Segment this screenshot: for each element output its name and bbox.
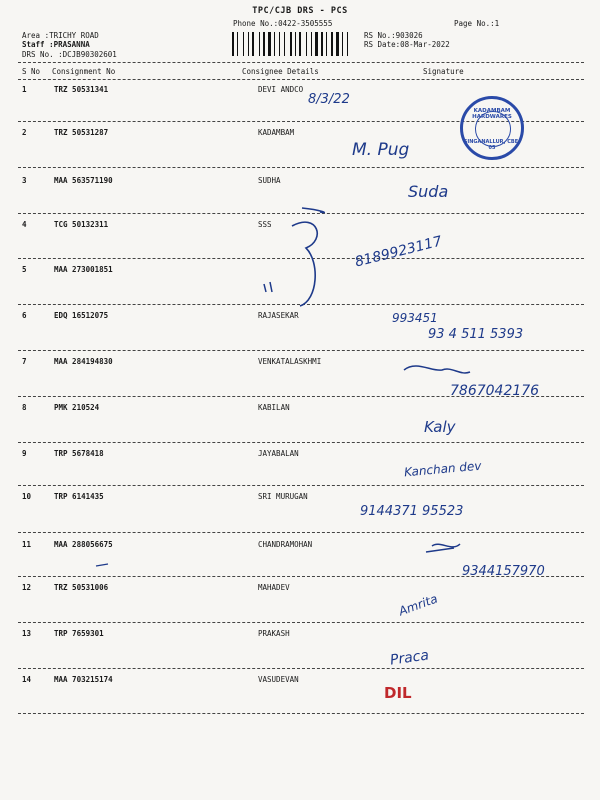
signature-5: 8189923117 <box>353 233 444 271</box>
barcode-bar <box>252 32 254 56</box>
column-rule <box>18 79 584 80</box>
row-consignee: MAHADEV <box>258 583 290 592</box>
signature-9: Kanchan dev <box>403 458 482 480</box>
row-consignee: SRI MURUGAN <box>258 492 308 501</box>
barcode-bar <box>250 32 251 56</box>
barcode-bar <box>293 32 294 56</box>
barcode-bar <box>344 32 346 56</box>
drs-number: DRS No. :DCJB90302601 <box>22 50 117 59</box>
row-sno: 8 <box>22 403 27 412</box>
row-consignment-no: TRP 6141435 <box>54 492 104 501</box>
stamp-bottom-text: SINGANALLUR, CBE-05 <box>463 139 521 151</box>
col-sno: S No <box>22 67 41 76</box>
signature-13: Praca <box>389 647 430 669</box>
signature-8: Kaly <box>424 418 456 436</box>
row-consignment-no: TRP 7659301 <box>54 629 104 638</box>
barcode-bar <box>334 32 335 56</box>
row-consignee: VASUDEVAN <box>258 675 299 684</box>
row-sno: 11 <box>22 540 32 549</box>
pen-stroke-bracket <box>292 222 317 306</box>
barcode-bar <box>313 32 314 56</box>
barcode-bar <box>331 32 333 56</box>
row-sno: 7 <box>22 357 27 366</box>
pen-stroke-mark <box>96 564 108 566</box>
barcode-bar <box>272 32 273 56</box>
barcode <box>232 32 356 56</box>
signature-10: 9144371 95523 <box>360 504 464 519</box>
row-consignment-no: TRZ 50531006 <box>54 583 109 592</box>
barcode-bar <box>276 32 278 56</box>
row-sno: 1 <box>22 85 27 94</box>
barcode-bar <box>349 32 350 56</box>
row-rule <box>18 485 584 486</box>
barcode-bar <box>308 32 310 56</box>
barcode-bar <box>284 32 285 56</box>
row-consignee: VENKATALASKHMI <box>258 357 322 366</box>
row-consignee: PRAKASH <box>258 629 290 638</box>
company-stamp <box>460 96 524 160</box>
row-consignment-no: TRZ 50531341 <box>54 85 109 94</box>
barcode-bar <box>311 32 312 56</box>
signature-14: DIL <box>384 684 412 702</box>
row-consignee: SSS <box>258 220 272 229</box>
row-consignee: CHANDRAMOHAN <box>258 540 313 549</box>
barcode-bar <box>266 32 267 56</box>
row-sno: 4 <box>22 220 27 229</box>
row-sno: 3 <box>22 176 27 185</box>
stamp-top-text: KADAMBAM HARDWARES <box>472 108 512 120</box>
row-consignee: RAJASEKAR <box>258 311 299 320</box>
rs-date: RS Date:08-Mar-2022 <box>364 40 450 49</box>
row-rule <box>18 622 584 623</box>
row-consignment-no: MAA 284194830 <box>54 357 113 366</box>
barcode-bar <box>261 32 262 56</box>
barcode-bar <box>299 32 301 56</box>
barcode-bar <box>243 32 244 56</box>
barcode-bar <box>290 32 292 56</box>
barcode-bar <box>347 32 348 56</box>
barcode-bar <box>235 32 236 56</box>
row-consignee: DEVI ANDCO <box>258 85 304 94</box>
row-sno: 12 <box>22 583 32 592</box>
barcode-bar <box>239 32 242 56</box>
barcode-bar <box>340 32 341 56</box>
signature-1: 8/3/22 <box>308 92 350 107</box>
row-sno: 10 <box>22 492 32 501</box>
staff-label: Staff :PRASANNA <box>22 40 90 49</box>
header-rule <box>18 62 584 63</box>
row-consignment-no: MAA 703215174 <box>54 675 113 684</box>
row-sno: 5 <box>22 265 27 274</box>
barcode-bar <box>255 32 258 56</box>
row-consignment-no: MAA 273001851 <box>54 265 113 274</box>
row-rule <box>18 713 584 714</box>
row-rule <box>18 258 584 259</box>
rs-number: RS No.:903026 <box>364 31 423 40</box>
row-sno: 9 <box>22 449 27 458</box>
signature-3: Suda <box>408 182 449 201</box>
col-consignee: Consignee Details <box>242 67 319 76</box>
pen-stroke-ticks <box>264 282 272 292</box>
barcode-bar <box>263 32 265 56</box>
signature-6a: 993451 <box>392 311 438 325</box>
barcode-bar <box>259 32 260 56</box>
area-label: Area :TRICHY ROAD <box>22 31 99 40</box>
barcode-bar <box>279 32 280 56</box>
row-consignee: SUDHA <box>258 176 281 185</box>
signature-7: 7867042176 <box>450 383 540 399</box>
barcode-bar <box>321 32 323 56</box>
barcode-bar <box>302 32 305 56</box>
row-consignee: KADAMBAM <box>258 128 295 137</box>
barcode-bar <box>328 32 330 56</box>
barcode-bar <box>295 32 296 56</box>
row-consignment-no: TRP 5678418 <box>54 449 104 458</box>
barcode-bar <box>315 32 318 56</box>
phone-number: Phone No.:0422-3505555 <box>233 19 333 28</box>
barcode-bar <box>306 32 307 56</box>
row-consignment-no: PMK 210524 <box>54 403 100 412</box>
pen-stroke-scribble-11 <box>426 544 460 552</box>
row-consignee: JAYABALAN <box>258 449 299 458</box>
row-sno: 13 <box>22 629 32 638</box>
barcode-bar <box>324 32 325 56</box>
page-number: Page No.:1 <box>454 19 500 28</box>
barcode-bar <box>232 32 234 56</box>
row-consignment-no: TCG 50132311 <box>54 220 109 229</box>
row-rule <box>18 442 584 443</box>
row-consignee: KABILAN <box>258 403 290 412</box>
barcode-bar <box>326 32 327 56</box>
col-consignment: Consignment No <box>52 67 116 76</box>
row-rule <box>18 213 584 214</box>
barcode-bar <box>342 32 343 56</box>
row-consignment-no: TRZ 50531287 <box>54 128 109 137</box>
row-sno: 6 <box>22 311 27 320</box>
barcode-bar <box>297 32 298 56</box>
row-rule <box>18 350 584 351</box>
barcode-bar <box>274 32 275 56</box>
row-rule <box>18 532 584 533</box>
barcode-bar <box>237 32 238 56</box>
row-consignment-no: MAA 288056675 <box>54 540 113 549</box>
signature-6b: 93 4 511 5393 <box>428 327 524 342</box>
barcode-bar <box>281 32 283 56</box>
row-consignment-no: MAA 563571190 <box>54 176 113 185</box>
barcode-bar <box>336 32 339 56</box>
row-rule <box>18 668 584 669</box>
pen-stroke-dash <box>302 208 324 213</box>
barcode-bar <box>319 32 320 56</box>
barcode-bar <box>286 32 289 56</box>
row-sno: 14 <box>22 675 32 684</box>
row-rule <box>18 167 584 168</box>
signature-12: Amrita <box>396 591 440 619</box>
pen-stroke-scribble-7 <box>404 366 470 373</box>
sheet-title: TPC/CJB DRS - PCS <box>252 6 348 16</box>
barcode-bar <box>268 32 271 56</box>
col-signature: Signature <box>423 67 464 76</box>
row-rule <box>18 304 584 305</box>
barcode-bar <box>245 32 247 56</box>
row-consignment-no: EDQ 16512075 <box>54 311 109 320</box>
signature-11: 9344157970 <box>462 564 545 579</box>
row-sno: 2 <box>22 128 27 137</box>
barcode-bar <box>248 32 249 56</box>
signature-2: M. Pug <box>352 140 410 160</box>
